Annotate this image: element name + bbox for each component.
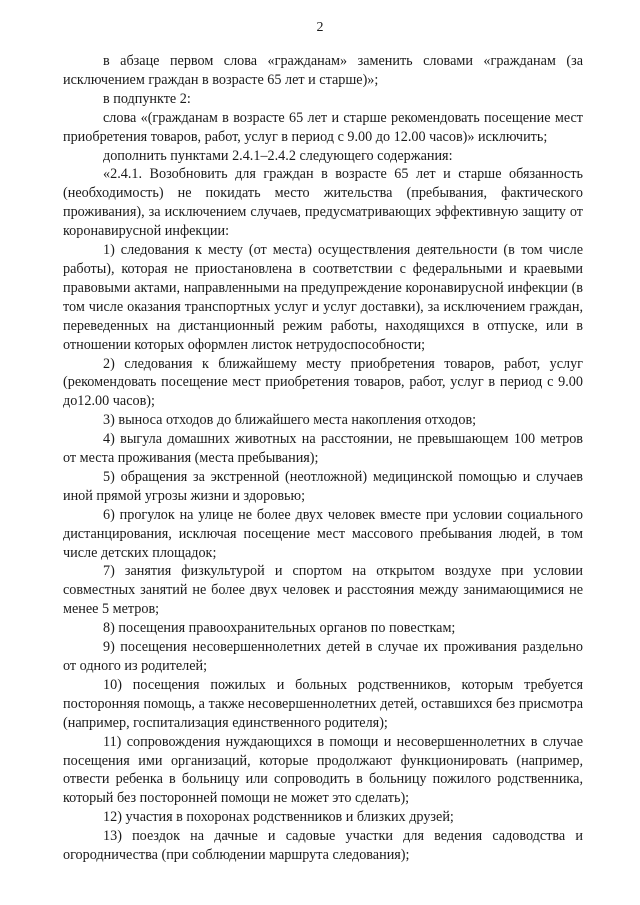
list-item-12: 12) участия в похоронах родственников и близких друзей; (103, 809, 454, 826)
list-item-1: 1) следования к месту (от места) осуществления деятельности (в том числе работы), которая не приостановлена в соответствии с федеральными и краевыми правовыми актами, направленными на предупреждение коронавирусной инфекции (в том числе оказания транспортных услуг и услуг доставки), за исключением граждан, переведенных на дистанционный режим работы, находящихся в отпуске, или в отношении которых оформлен листок нетрудоспособности; (63, 242, 583, 353)
list-item-9: 9) посещения несовершеннолетних детей в случае их проживания раздельно от одного из родителей; (63, 639, 583, 674)
list-item-11: 11) сопровождения нуждающихся в помощи и несовершеннолетних в случае посещения ими организаций, которые продолжают функционировать (например, отвести ребенка в больницу или сопроводить в больницу пожилого родственника, который без посторонней помощи не может это сделать); (63, 733, 583, 807)
paragraph-podpunkt-2: в подпункте 2: (103, 90, 191, 107)
list-item-2: 2) следования к ближайшему месту приобретения товаров, работ, услуг (рекомендовать посещение мест приобретения товаров, работ, услуг в период с 9.00 до12.00 часов); (63, 355, 583, 410)
list-item-3: 3) выноса отходов до ближайшего места накопления отходов; (103, 412, 477, 429)
list-item-10: 10) посещения пожилых и больных родственников, которым требуется посторонняя помощь, а также несовершеннолетних детей, оставшихся без присмотра (например, госпитализация единственного родителя); (63, 676, 583, 731)
list-item-6: 6) прогулок на улице не более двух человек вместе при условии социального дистанцирования, исключая посещение мест массового пребывания людей, в том числе детских площадок; (63, 506, 583, 561)
paragraph-slova-isklyuchit: слова «(гражданам в возрасте 65 лет и старше рекомендовать посещение мест приобретения товаров, работ, услуг в период с 9.00 до 12.00 часов)» исключить; (63, 109, 583, 145)
list-item-13: 13) поездок на дачные и садовые участки для ведения садоводства и огородничества (при соблюдении маршрута следования); (63, 828, 583, 864)
paragraph-2-4-1: «2.4.1. Возобновить для граждан в возрасте 65 лет и старше обязанность (необходимость) не покидать место жительства (пребывания, фактического проживания), за исключением случаев, предусматривающих эффективную защиту от коронавирусной инфекции: (63, 166, 583, 240)
list-item-5: 5) обращения за экстренной (неотложной) медицинской помощью и случаев иной прямой угрозы жизни и здоровью; (63, 468, 583, 504)
paragraph-dopolnit: дополнить пунктами 2.4.1–2.4.2 следующего содержания: (103, 147, 453, 164)
list-item-7: 7) занятия физкультурой и спортом на открытом воздухе при условии совместных занятий не более двух человек и расстояния между занимающимися не менее 5 метров; (63, 563, 583, 618)
document-body (63, 52, 583, 865)
paragraph-abzats-perviy: в абзаце первом слова «гражданам» заменить словами «гражданам (за исключением граждан в возрасте 65 лет и старше)»; (63, 53, 583, 88)
list-item-4: 4) выгула домашних животных на расстоянии, не превышающем 100 метров от места проживания (места пребывания); (63, 431, 583, 467)
page-number: 2 (316, 20, 324, 35)
list-item-8: 8) посещения правоохранительных органов по повесткам; (103, 620, 456, 637)
